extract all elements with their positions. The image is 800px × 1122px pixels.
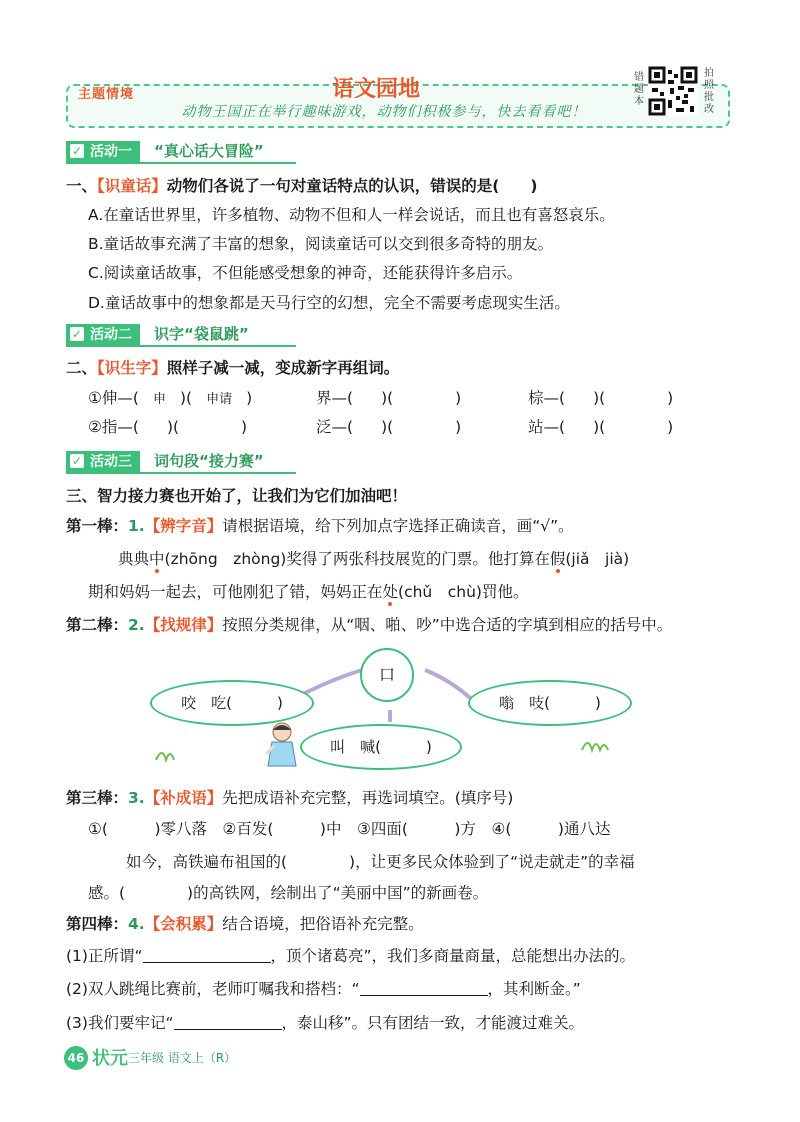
check-icon: ✓	[71, 454, 83, 468]
photo-grade-label: 拍照批改	[704, 68, 714, 115]
grass-icon	[582, 743, 608, 750]
question-2: 二、【识生字】照样子减一减，变成新字再组词。	[66, 359, 400, 377]
option-b: B.童话故事充满了丰富的想象，阅读童话可以交到很多奇特的朋友。	[88, 235, 554, 253]
relay-3-passage-line-1: 如今，高铁遍布祖国的( )，让更多民众体验到了“说走就走”的幸福	[126, 853, 635, 871]
theme-label: 主题情境	[78, 87, 135, 102]
activity1-header	[66, 140, 264, 162]
char-row-1-col-1: ①伸—( 申 )( 申请 )	[88, 389, 253, 407]
activity3-name: 词句段“接力赛”	[154, 452, 264, 470]
divider	[66, 345, 296, 347]
activity1-name: “真心话大冒险”	[154, 142, 264, 160]
proverb-3: (3)我们要牢记“ ，泰山移”。只有团结一致，才能渡过难关。	[66, 1014, 585, 1032]
activity1-tag: ✓ 活动一	[66, 141, 140, 163]
question-1: 一、【识童话】动物们各说了一句对童话特点的认识，错误的是( )	[66, 177, 538, 195]
group-right[interactable]: 嗡 吱( )	[468, 680, 632, 726]
child-figure-icon	[262, 720, 302, 770]
idiom-list: ①( )零八落 ②百发( )中 ③四面( )方 ④( )通八达	[88, 820, 611, 838]
answer-blank[interactable]	[143, 946, 271, 963]
grass-icon	[156, 753, 174, 760]
divider	[66, 472, 296, 474]
answer-blank[interactable]	[174, 1013, 282, 1030]
activity3-tag: ✓ 活动三	[66, 451, 140, 473]
activity2-header	[66, 323, 249, 345]
proverb-2: (2)双人跳绳比赛前，老师叮嘱我和搭档：“ ，其利断金。”	[66, 980, 581, 998]
relay-1-passage-line-1: 典典中(zhōng zhòng)奖得了两张科技展览的门票。他打算在假(jiǎ jià)	[118, 550, 630, 568]
char-row-1-col-3: 棕—( )( )	[528, 389, 674, 407]
option-d: D.童话故事中的想象都是天马行空的幻想，完全不需要考虑现实生活。	[88, 294, 570, 312]
check-icon: ✓	[71, 144, 83, 158]
activity3-intro: 三、智力接力赛也开始了，让我们为它们加油吧！	[66, 487, 408, 505]
char-row-2-col-2: 泛—( )( )	[316, 418, 462, 436]
qr-code-icon[interactable]	[648, 66, 698, 116]
check-icon: ✓	[71, 327, 83, 341]
activity3-header	[66, 450, 264, 472]
proverb-1: (1)正所谓“ ，顶个诸葛亮”，我们多商量商量，总能想出办法的。	[66, 947, 636, 965]
char-row-2-col-1: ②指—( )( )	[88, 418, 248, 436]
relay-3-passage-line-2: 感。( )的高铁网，绘制出了“美丽中国”的新画卷。	[88, 884, 489, 902]
option-c: C.阅读童话故事，不但能感受想象的神奇，还能获得许多启示。	[88, 264, 523, 282]
relay-4-question: 第四棒：4.【会积累】结合语境，把俗语补充完整。	[66, 915, 424, 933]
brand-logo: 状元	[92, 1048, 128, 1069]
char-row-2-col-3: 站—( )( )	[528, 418, 674, 436]
page-title: 语文园地	[331, 77, 420, 102]
answer-blank[interactable]	[360, 979, 488, 996]
relay-1-passage-line-2: 期和妈妈一起去，可他刚犯了错，妈妈正在处(chǔ chù)罚他。	[88, 583, 529, 601]
book-info: 三年级 语文上（R）	[128, 1051, 237, 1065]
theme-subtitle: 动物王国正在举行趣味游戏，动物们积极参与，快去看看吧！	[181, 104, 587, 120]
relay-2-question: 第二棒：2.【找规律】按照分类规律，从“咽、啪、吵”中选合适的字填到相应的括号中。	[66, 616, 673, 634]
group-bottom[interactable]: 叫 喊( )	[300, 724, 462, 770]
activity2-name: 识字“袋鼠跳”	[154, 325, 249, 343]
activity2-tag: ✓ 活动二	[66, 324, 140, 346]
char-row-1-col-2: 界—( )( )	[316, 389, 462, 407]
group-left[interactable]: 咬 吃( )	[150, 680, 314, 726]
wrong-book-label: 错题本	[634, 72, 644, 107]
divider	[66, 162, 296, 164]
page-number: 46	[64, 1046, 88, 1070]
relay-1-question: 第一棒：1.【辨字音】请根据语境，给下列加点字选择正确读音，画“√”。	[66, 517, 574, 535]
option-a: A.在童话世界里，许多植物、动物不但和人一样会说话，而且也有喜怒哀乐。	[88, 206, 615, 224]
center-radical: 口	[360, 648, 414, 702]
relay-3-question: 第三棒：3.【补成语】先把成语补充完整，再选词填空。(填序号)	[66, 789, 514, 807]
arrow-right	[425, 670, 470, 698]
